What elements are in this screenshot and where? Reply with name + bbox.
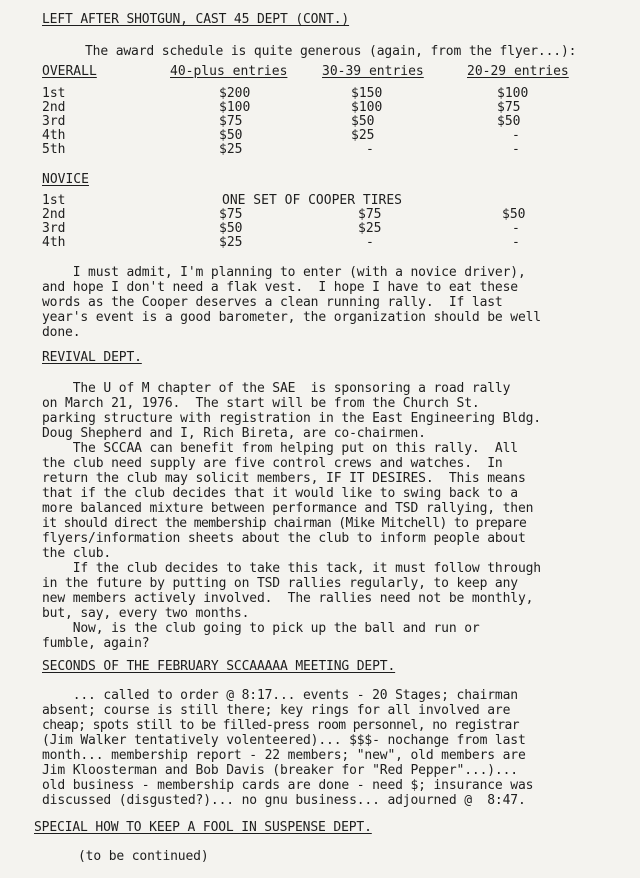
column-header-20-29: 20-29 entries [467,64,569,79]
prize-cell: - [512,235,520,250]
prize-cell: $150 [351,86,383,101]
text-line: it should direct the membership chairman (Mike Mitchell) to prepare [42,516,527,531]
text-line: words as the Cooper deserves a clean running rally. If last [42,295,503,310]
text-line: on March 21, 1976. The start will be from the Church St. [42,396,480,411]
prize-cell: $50 [502,207,526,222]
prize-cell: $25 [219,142,243,157]
place-label: 5th [42,142,66,157]
place-label: 1st [42,193,66,208]
prize-cell: $50 [351,114,375,129]
text-line: that if the club decides that it would like to swing back to a [42,486,518,501]
novice-heading: NOVICE [42,172,89,187]
text-line: year's event is a good barometer, the organization should be well [42,310,541,325]
prize-cell: $100 [219,100,251,115]
place-label: 1st [42,86,66,101]
prize-cell: $25 [358,221,382,236]
text-line: fumble, again? [42,636,150,651]
prize-cell: $75 [219,207,243,222]
text-line: Doug Shepherd and I, Rich Bireta, are co-chairmen. [42,426,426,441]
text-line: in the future by putting on TSD rallies regularly, to keep any [42,576,518,591]
text-line: the club. [42,546,112,561]
text-line: cheap; spots still to be filled-press room personnel, no registrar [42,718,519,733]
column-header-30-39: 30-39 entries [322,64,424,79]
section-heading-left-after-shotgun: LEFT AFTER SHOTGUN, CAST 45 DEPT (CONT.) [42,12,350,27]
to-be-continued-note: (to be continued) [78,849,209,864]
column-header-overall: OVERALL [42,64,97,79]
text-line: parking structure with registration in the East Engineering Bldg. [42,411,541,426]
place-label: 3rd [42,114,66,129]
prize-cell: $75 [497,100,521,115]
text-line: more balanced mixture between performance and TSD rallying, then [42,501,534,516]
place-label: 3rd [42,221,66,236]
section-heading-seconds: SECONDS OF THE FEBRUARY SCCAAAAA MEETING DEPT. [42,659,396,674]
text-line: but, say, every two months. [42,606,250,621]
text-line: Jim Kloosterman and Bob Davis (breaker for "Red Pepper"...)... [42,763,518,778]
prize-cell: $50 [219,221,243,236]
text-line: flyers/information sheets about the club to inform people about [42,531,526,546]
text-line: The SCCAA can benefit from helping put on this rally. All [42,441,518,456]
column-header-40-plus: 40-plus entries [170,64,288,79]
prize-cell: - [366,235,374,250]
text-line: absent; course is still there; key rings for all involved are [42,703,511,718]
section-heading-special: SPECIAL HOW TO KEEP A FOOL IN SUSPENSE DEPT. [34,820,372,835]
text-line: discussed (disgusted?)... no gnu business... adjourned @ 8:47. [42,793,526,808]
text-line: If the club decides to take this tack, it must follow through [42,561,541,576]
prize-cell: $25 [351,128,375,143]
text-line: The U of M chapter of the SAE is sponsoring a road rally [42,381,511,396]
text-line: month... membership report - 22 members; "new", old members are [42,748,526,763]
place-label: 4th [42,128,66,143]
prize-cell: $75 [219,114,243,129]
text-line: return the club may solicit members, IF IT DESIRES. This means [42,471,526,486]
text-line: (Jim Walker tentatively volenteered)... $$$- nochange from last [42,733,526,748]
text-line: ... called to order @ 8:17... events - 20 Stages; chairman [42,688,518,703]
text-line: and hope I don't need a flak vest. I hope I have to eat these [42,280,518,295]
place-label: 2nd [42,207,66,222]
text-line: the club need supply are five control crews and watches. In [42,456,503,471]
place-label: 4th [42,235,66,250]
text-line: Now, is the club going to pick up the ball and run or [42,621,480,636]
prize-cell: - [366,142,374,157]
novice-first-prize: ONE SET OF COOPER TIRES [222,193,403,208]
section-heading-revival: REVIVAL DEPT. [42,350,142,365]
prize-cell: - [512,142,520,157]
prize-cell: $75 [358,207,382,222]
prize-cell: $50 [219,128,243,143]
prize-cell: - [512,221,520,236]
prize-cell: $100 [351,100,383,115]
text-line: new members actively involved. The rallies need not be monthly, [42,591,534,606]
award-intro: The award schedule is quite generous (again, from the flyer...): [85,44,577,59]
text-line: I must admit, I'm planning to enter (with a novice driver), [42,265,526,280]
text-line: done. [42,325,81,340]
prize-cell: - [512,128,520,143]
prize-cell: $25 [219,235,243,250]
text-line: old business - membership cards are done - need $; insurance was [42,778,534,793]
prize-cell: $50 [497,114,521,129]
prize-cell: $100 [497,86,529,101]
place-label: 2nd [42,100,66,115]
prize-cell: $200 [219,86,251,101]
